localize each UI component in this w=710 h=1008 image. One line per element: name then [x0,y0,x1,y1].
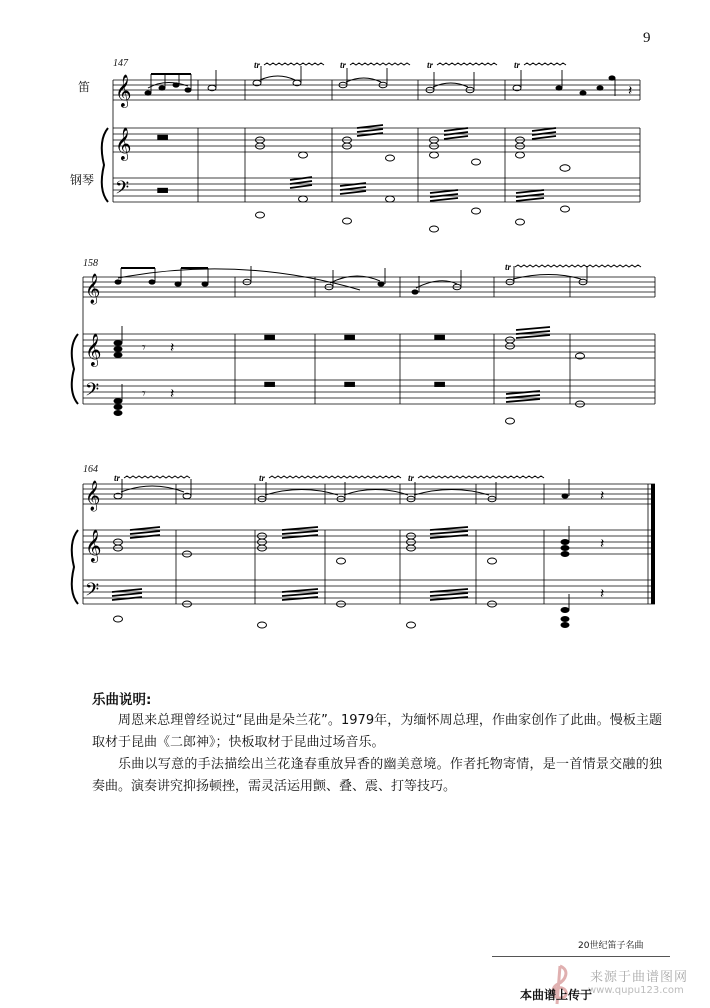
svg-text:𝄞: 𝄞 [115,127,132,160]
svg-text:𝄞: 𝄞 [85,529,102,562]
svg-text:𝄢: 𝄢 [85,580,100,605]
svg-text:tr: tr [427,60,434,70]
svg-text:𝄾: 𝄾 [142,386,146,402]
measure-number-system-2: 158 [83,258,98,269]
svg-text:𝄢: 𝄢 [115,178,130,203]
measure-number-system-1: 147 [113,58,128,69]
svg-text:tr: tr [408,473,415,483]
svg-text:𝄽: 𝄽 [600,488,605,504]
svg-text:▬: ▬ [433,376,447,392]
notes-heading: 乐曲说明: [92,692,152,708]
svg-text:tr: tr [254,60,261,70]
instrument-label-piano: 钢琴 [70,173,95,187]
score-system-3 [0,466,710,656]
svg-text:▬: ▬ [263,329,277,345]
svg-text:𝄽: 𝄽 [600,586,605,602]
book-title: 20世纪笛子名曲 [578,941,644,951]
svg-text:tr: tr [505,262,512,272]
svg-text:▬: ▬ [156,182,170,198]
svg-text:𝄞: 𝄞 [115,74,132,107]
svg-text:tr: tr [114,473,121,483]
footer-divider [492,956,670,957]
svg-text:𝄞: 𝄞 [85,333,102,366]
svg-text:𝄾: 𝄾 [142,340,146,356]
svg-text:tr: tr [340,60,347,70]
notes-paragraph-2: 乐曲以写意的手法描绘出兰花逢春重放异香的幽美意境。作者托物寄情，是一首情景交融的独奏曲。演奏讲究抑扬顿挫，需灵活运用颤、叠、震、打等技巧。 [92,757,662,794]
svg-text:▬: ▬ [433,329,447,345]
page-number: 9 [643,30,651,46]
svg-text:𝄢: 𝄢 [85,380,100,405]
svg-text:𝄽: 𝄽 [170,340,175,356]
svg-text:tr: tr [259,473,266,483]
svg-text:tr: tr [514,60,521,70]
svg-text:▬: ▬ [343,329,357,345]
svg-text:𝄞: 𝄞 [85,481,101,511]
watermark-text: 来源于曲谱图网 [590,970,689,985]
svg-text:▬: ▬ [343,376,357,392]
watermark-url: www.qupu123.com [588,985,684,996]
svg-text:𝄞: 𝄞 [85,274,101,304]
notes-paragraph-1: 周恩来总理曾经说过“昆曲是朵兰花”。1979年，为缅怀周总理，作曲家创作了此曲。慢板主题取材于昆曲《二郎神》；快板取材于昆曲过场音乐。 [92,713,662,750]
svg-text:▬: ▬ [156,129,170,145]
instrument-label-flute: 笛 [78,80,91,94]
svg-text:▬: ▬ [263,376,277,392]
upload-notice: 本曲谱上传于 [520,988,593,1002]
svg-text:𝄽: 𝄽 [170,386,175,402]
score-system-2 [0,260,710,450]
svg-text:𝄽: 𝄽 [600,536,605,552]
measure-number-system-3: 164 [83,464,98,475]
svg-text:𝄽: 𝄽 [628,83,633,99]
